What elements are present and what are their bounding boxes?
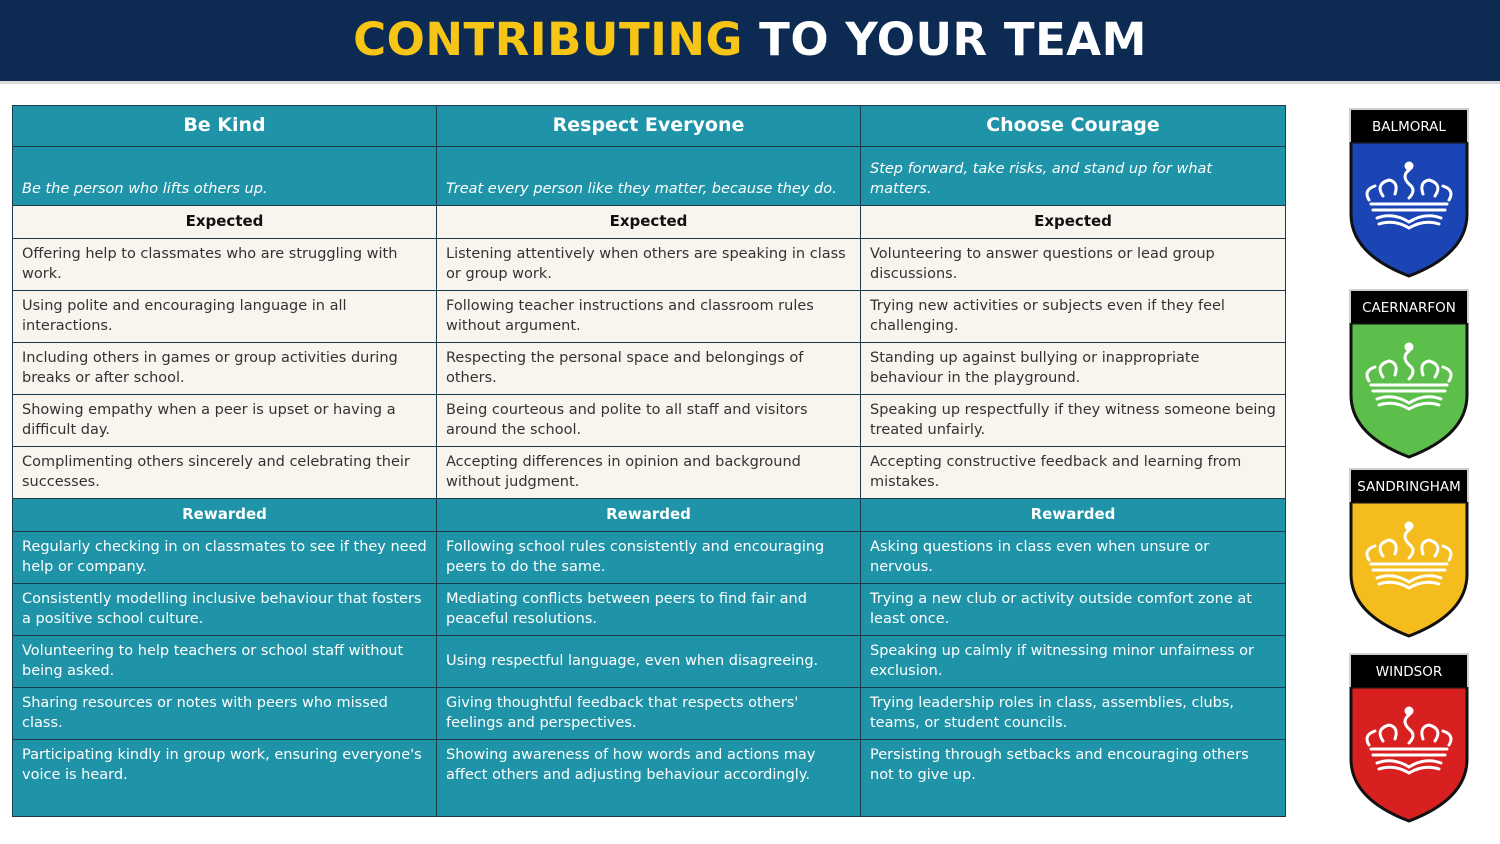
rewarded-cell: Sharing resources or notes with peers who missed class. xyxy=(13,688,437,740)
rewarded-cell: Using respectful language, even when disagreeing. xyxy=(437,636,861,688)
rewarded-row xyxy=(13,688,1286,740)
rewarded-cell: Participating kindly in group work, ensuring everyone's voice is heard. xyxy=(13,740,437,817)
expected-cell: Using polite and encouraging language in all interactions. xyxy=(13,291,437,343)
expected-row xyxy=(13,343,1286,395)
expected-cell: Trying new activities or subjects even if they feel challenging. xyxy=(861,291,1286,343)
house-crest-caernarfon xyxy=(1349,289,1469,459)
rewarded-cell: Speaking up calmly if witnessing minor unfairness or exclusion. xyxy=(861,636,1286,688)
motto-row xyxy=(13,147,1286,206)
column-motto: Step forward, take risks, and stand up for what matters. xyxy=(861,147,1286,206)
expected-heading: Expected xyxy=(437,206,861,239)
rewarded-cell: Consistently modelling inclusive behaviour that fosters a positive school culture. xyxy=(13,584,437,636)
rewarded-row xyxy=(13,532,1286,584)
house-name: SANDRINGHAM xyxy=(1349,468,1469,502)
house-name: BALMORAL xyxy=(1349,108,1469,142)
rewarded-heading: Rewarded xyxy=(437,499,861,532)
rewarded-row xyxy=(13,584,1286,636)
house-crest-windsor xyxy=(1349,653,1469,823)
expected-cell: Following teacher instructions and classroom rules without argument. xyxy=(437,291,861,343)
rewarded-heading-row xyxy=(13,499,1286,532)
column-heading: Choose Courage xyxy=(861,106,1286,147)
column-headings-row xyxy=(13,106,1286,147)
title-highlight: CONTRIBUTING xyxy=(353,13,743,66)
rewarded-cell: Regularly checking in on classmates to see if they need help or company. xyxy=(13,532,437,584)
rewarded-cell: Trying leadership roles in class, assemblies, clubs, teams, or student councils. xyxy=(861,688,1286,740)
expected-row xyxy=(13,291,1286,343)
rewarded-cell: Trying a new club or activity outside comfort zone at least once. xyxy=(861,584,1286,636)
rewarded-cell: Showing awareness of how words and actions may affect others and adjusting behaviour accordingly. xyxy=(437,740,861,817)
expected-cell: Speaking up respectfully if they witness someone being treated unfairly. xyxy=(861,395,1286,447)
house-name: WINDSOR xyxy=(1349,653,1469,687)
rewarded-cell: Volunteering to help teachers or school staff without being asked. xyxy=(13,636,437,688)
expected-cell: Accepting constructive feedback and learning from mistakes. xyxy=(861,447,1286,499)
title-rest: TO YOUR TEAM xyxy=(759,13,1147,66)
expected-cell: Respecting the personal space and belongings of others. xyxy=(437,343,861,395)
rewarded-cell: Giving thoughtful feedback that respects others' feelings and perspectives. xyxy=(437,688,861,740)
rewarded-cell: Asking questions in class even when unsure or nervous. xyxy=(861,532,1286,584)
expected-cell: Complimenting others sincerely and celebrating their successes. xyxy=(13,447,437,499)
expected-heading: Expected xyxy=(861,206,1286,239)
shield-icon xyxy=(1349,687,1469,823)
expected-cell: Showing empathy when a peer is upset or having a difficult day. xyxy=(13,395,437,447)
rewarded-heading: Rewarded xyxy=(13,499,437,532)
expected-cell: Offering help to classmates who are struggling with work. xyxy=(13,239,437,291)
rewarded-heading: Rewarded xyxy=(861,499,1286,532)
column-motto: Treat every person like they matter, because they do. xyxy=(437,147,861,206)
house-crest-balmoral xyxy=(1349,108,1469,278)
page-title xyxy=(0,0,1500,80)
expected-cell: Standing up against bullying or inappropriate behaviour in the playground. xyxy=(861,343,1286,395)
expected-heading-row xyxy=(13,206,1286,239)
rewarded-row xyxy=(13,636,1286,688)
column-motto: Be the person who lifts others up. xyxy=(13,147,437,206)
rewarded-cell: Following school rules consistently and encouraging peers to do the same. xyxy=(437,532,861,584)
rewarded-row xyxy=(13,740,1286,817)
expected-row xyxy=(13,447,1286,499)
rewarded-cell: Mediating conflicts between peers to find fair and peaceful resolutions. xyxy=(437,584,861,636)
house-name: CAERNARFON xyxy=(1349,289,1469,323)
shield-icon xyxy=(1349,142,1469,278)
expected-row xyxy=(13,395,1286,447)
expected-heading: Expected xyxy=(13,206,437,239)
column-heading: Respect Everyone xyxy=(437,106,861,147)
expected-cell: Including others in games or group activities during breaks or after school. xyxy=(13,343,437,395)
column-heading: Be Kind xyxy=(13,106,437,147)
rewarded-cell: Persisting through setbacks and encouraging others not to give up. xyxy=(861,740,1286,817)
expected-cell: Volunteering to answer questions or lead group discussions. xyxy=(861,239,1286,291)
expected-cell: Accepting differences in opinion and background without judgment. xyxy=(437,447,861,499)
shield-icon xyxy=(1349,323,1469,459)
expected-cell: Listening attentively when others are speaking in class or group work. xyxy=(437,239,861,291)
expected-cell: Being courteous and polite to all staff and visitors around the school. xyxy=(437,395,861,447)
shield-icon xyxy=(1349,502,1469,638)
house-crest-sandringham xyxy=(1349,468,1469,638)
title-banner xyxy=(0,0,1500,84)
expected-row xyxy=(13,239,1286,291)
values-table xyxy=(12,105,1286,817)
